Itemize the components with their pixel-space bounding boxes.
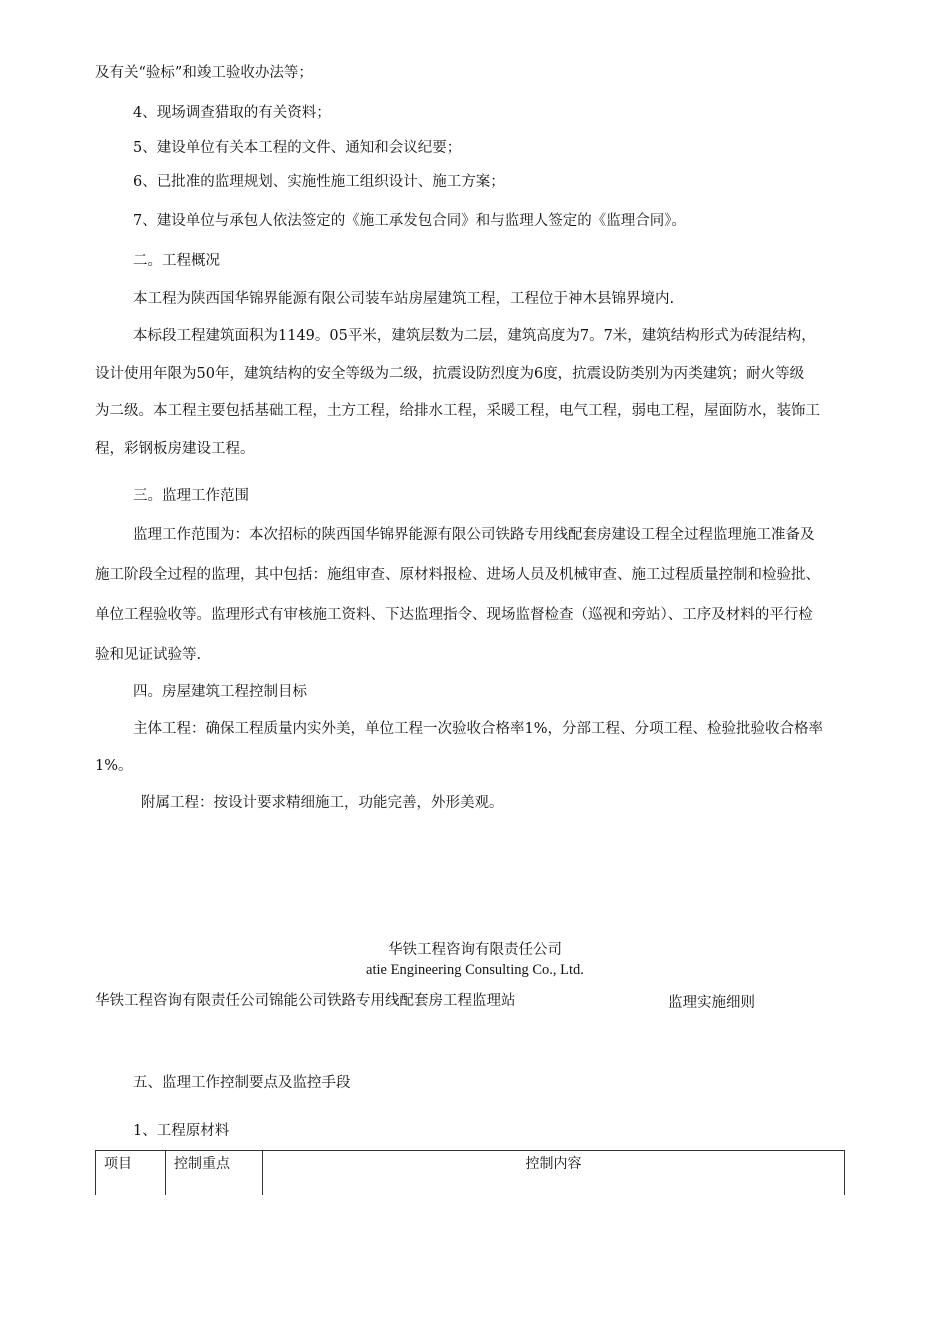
list-item-7: 7、建设单位与承包人依法签定的《施工承发包合同》和与监理人签定的《监理合同》。	[133, 213, 686, 229]
footer-company-en: atie Engineering Consulting Co., Ltd.	[366, 962, 584, 978]
section-4-paragraph-2: 附属工程：按设计要求精细施工，功能完善，外形美观。	[141, 795, 504, 811]
header-right-title: 监理实施细则	[668, 995, 755, 1011]
section-2-paragraph-2-line-4: 程，彩钢板房建设工程。	[95, 441, 255, 457]
subsection-1-title: 1、工程原材料	[133, 1123, 230, 1139]
section-4-title: 四。房屋建筑工程控制目标	[133, 684, 307, 700]
list-item-6: 6、已批准的监理规划、实施性施工组织设计、施工方案；	[133, 174, 505, 190]
section-2-paragraph-2-line-3: 为二级。本工程主要包括基础工程，土方工程，给排水工程，采暖工程，电气工程，弱电工程，屋面防水，装饰工	[95, 403, 820, 419]
section-4-paragraph-1-line-1: 主体工程：确保工程质量内实外美，单位工程一次验收合格率1%，分部工程、分项工程、检验批验收合格率	[133, 721, 823, 737]
table-header-row	[96, 1151, 845, 1196]
table-header-control-focus: 控制重点	[166, 1151, 263, 1196]
section-3-title: 三。监理工作范围	[133, 488, 249, 504]
section-2-title: 二。工程概况	[133, 253, 220, 269]
section-4-paragraph-1-line-2: 1%。	[95, 758, 133, 774]
table-header-project: 项目	[96, 1151, 166, 1196]
list-item-5: 5、建设单位有关本工程的文件、通知和会议纪要；	[133, 140, 462, 156]
section-3-paragraph-line-1: 监理工作范围为：本次招标的陕西国华锦界能源有限公司铁路专用线配套房建设工程全过程监理施工准备及	[133, 527, 815, 543]
footer-company-cn: 华铁工程咨询有限责任公司	[388, 942, 562, 958]
list-continuation: 及有关“验标”和竣工验收办法等；	[95, 65, 313, 81]
list-item-4: 4、现场调查猎取的有关资料；	[133, 105, 331, 121]
section-2-paragraph-2-line-1: 本标段工程建筑面积为1149。05平米，建筑层数为二层，建筑高度为7。7米，建筑结构形式为砖混结构，	[133, 328, 816, 344]
section-3-paragraph-line-4: 验和见证试验等.	[95, 647, 202, 663]
header-left-title: 华铁工程咨询有限责任公司锦能公司铁路专用线配套房工程监理站	[95, 993, 516, 1009]
raw-materials-table	[95, 1150, 845, 1195]
section-2-paragraph-1: 本工程为陕西国华锦界能源有限公司装车站房屋建筑工程，工程位于神木县锦界境内.	[133, 291, 675, 307]
section-3-paragraph-line-3: 单位工程验收等。监理形式有审核施工资料、下达监理指令、现场监督检查（巡视和旁站）、工序及材料的平行检	[95, 607, 813, 623]
table-header-control-content: 控制内容	[263, 1151, 845, 1196]
section-5-title: 五、监理工作控制要点及监控手段	[133, 1075, 351, 1091]
section-3-paragraph-line-2: 施工阶段全过程的监理，其中包括：施组审查、原材料报检、进场人员及机械审查、施工过程质量控制和检验批、	[95, 567, 820, 583]
section-2-paragraph-2-line-2: 设计使用年限为50年，建筑结构的安全等级为二级，抗震设防烈度为6度，抗震设防类别为丙类建筑；耐火等级	[95, 366, 805, 382]
